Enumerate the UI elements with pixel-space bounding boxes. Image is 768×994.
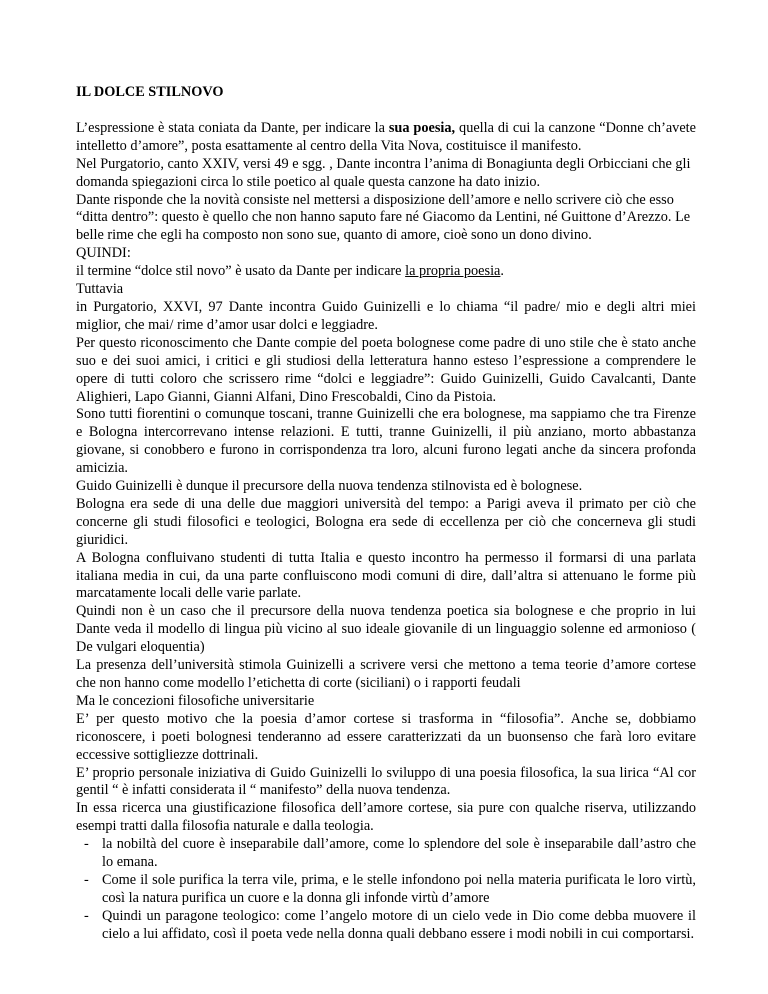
document-page [76, 84, 696, 944]
paragraph-riconoscimento: Per questo riconoscimento che Dante compie del poeta bolognese come padre di uno stile che è stato anche suo e dei suoi amici, i critici e gli studiosi della letteratura hanno esteso l’espressione a comprendere le opere di tutti coloro che scrissero rime “dolci e leggiadre”: Guido Guinizelli, Guido Cavalcanti, Dante Alighieri, Lapo Gianni, Gianni Alfani, Dino Frescobaldi, Cino da Pistoia. [76, 334, 696, 405]
paragraph-dante-risponde: Dante risponde che la novità consiste nel mettersi a disposizione dell’amore e nello scrivere ciò che esso “ditta dentro”: questo è quello che non hanno saputo fare né Giacomo da Lentini, né Guittone d’Arezzo. Le belle rime che egli ha composto non sono sue, quanto di amore, cioè sono un dono divino. [76, 191, 691, 244]
list-item [76, 836, 696, 872]
paragraph-intro [76, 120, 696, 156]
paragraph-termine [76, 263, 696, 281]
list-item [76, 908, 696, 944]
paragraph-iniziativa: E’ proprio personale iniziativa di Guido Guinizelli lo sviluppo di una poesia filosofica, la sua lirica “Al cor gentil “ è infatti considerata il “ manifesto” della nuova tendenza. [76, 764, 696, 799]
document-title: IL DOLCE STILNOVO [76, 84, 224, 100]
paragraph-non-caso: Quindi non è un caso che il precursore della nuova tendenza poetica sia bolognese e che proprio in lui Dante veda il modello di lingua più vicino al suo ideale giovanile di un linguaggio solenne ed armonioso ( De vulgari eloquentia) [76, 603, 696, 656]
paragraph-purgatorio-xxiv: Nel Purgatorio, canto XXIV, versi 49 e sgg. , Dante incontra l’anima di Bonagiunta degli Orbicciani che gli domanda spiegazioni circa lo stile poetico al quale questa canzone ha dato inizio. [76, 155, 691, 190]
paragraph-bologna-sede: Bologna era sede di una delle due maggiori università del tempo: a Parigi aveva il primato per ciò che concerne gli studi filosofici e teologici, Bologna era sede di eccellenza per ciò che concerneva gli studi giuridici. [76, 495, 696, 548]
text-run: . [500, 263, 504, 280]
list-dash: - [84, 907, 89, 924]
underlined-text: la propria poesia [405, 263, 501, 280]
bold-text: sua poesia, [388, 119, 456, 136]
paragraph-precursore: Guido Guinizelli è dunque il precursore della nuova tendenza stilnovista ed è bolognese. [76, 478, 583, 495]
paragraph-concezioni: Ma le concezioni filosofiche universitarie [76, 692, 315, 709]
paragraph-purgatorio-xxvi: in Purgatorio, XXVI, 97 Dante incontra Guido Guinizelli e lo chiama “il padre/ mio e degli altri miei miglior, che mai/ rime d’amor usar dolci e leggiadre. [76, 298, 696, 333]
list-item-text: Come il sole purifica la terra vile, prima, e le stelle infondono poi nella materia purificata le loro virtù, così la natura purifica un cuore e la donna gli infonde virtù d’amore [102, 871, 696, 906]
list-item [76, 872, 696, 908]
text-run: L’espressione è stata coniata da Dante, per indicare la [76, 119, 389, 136]
paragraph-giustificazione: In essa ricerca una giustificazione filosofica dell’amore cortese, sia pure con qualche riserva, utilizzando esempi tratti dalla filosofia naturale e dalla teologia. [76, 800, 696, 835]
paragraph-studenti: A Bologna confluivano studenti di tutta Italia e questo incontro ha permesso il formarsi di una parlata italiana media in cui, da una parte confluiscono modi comuni di dire, dall’altra si attenuano le forme più marcatamente locali delle varie parlate. [76, 549, 696, 602]
list-dash: - [84, 836, 89, 853]
paragraph-toscani: Sono tutti fiorentini o comunque toscani, tranne Guinizelli che era bolognese, ma sappiamo che tra Firenze e Bologna intercorrevano intense relazioni. E tutti, tranne Guinizelli, il più anziano, morto abbastanza giovane, si conobbero e furono in corrispondenza tra loro, alcuni furono legati anche da sincera profonda amicizia. [76, 406, 696, 477]
list-item-text: Quindi un paragone teologico: come l’angelo motore di un cielo vede in Dio come debba muovere il cielo a lui affidato, così il poeta vede nella donna quali debbano essere i modi nobili in cui comportarsi. [102, 907, 696, 942]
list-item-text: la nobiltà del cuore è inseparabile dall’amore, come lo splendore del sole è inseparabile dall’astro che lo emana. [102, 836, 696, 871]
text-run: il termine “dolce stil novo” è usato da Dante per indicare [76, 263, 406, 280]
list-dash: - [84, 871, 89, 888]
paragraph-tuttavia: Tuttavia [76, 281, 124, 298]
paragraph-universita: La presenza dell’università stimola Guinizelli a scrivere versi che mettono a tema teorie d’amore cortese che non hanno come modello l’etichetta di corte (siciliani) o i rapporti feudali [76, 657, 696, 691]
paragraph-filosofia: E’ per questo motivo che la poesia d’amor cortese si trasforma in “filosofia”. Anche se, dobbiamo riconoscere, i poeti bolognesi tenderanno ad essere caratterizzati da un buonsenso che farà loro evitare eccessive sottigliezze dottrinali. [76, 710, 696, 763]
examples-list [76, 836, 696, 943]
paragraph-quindi: QUINDI: [76, 245, 131, 262]
text-run: quella di cui la canzone “Donne ch’avete intelletto d’amore”, posta esattamente al centro della Vita Nova, costituisce il manifesto. [76, 119, 696, 154]
